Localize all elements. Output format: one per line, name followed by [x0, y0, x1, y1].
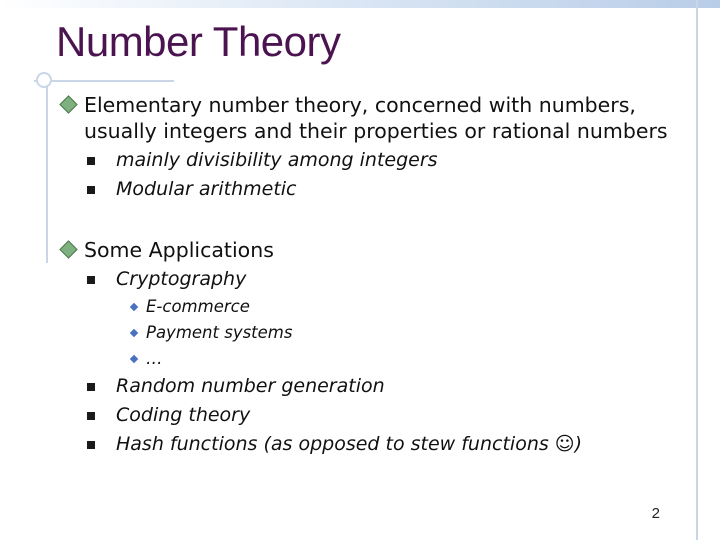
- sub-bullet-modular-arithmetic: [60, 175, 690, 204]
- sub-bullet-text: Cryptography: [116, 268, 247, 290]
- sub-bullet-text: Random number generation: [116, 375, 385, 397]
- bullet-text: Some Applications: [84, 238, 274, 262]
- right-decorative-bar: [696, 0, 698, 540]
- square-bullet-icon: [87, 412, 95, 420]
- sub-bullet-random-number-generation: [60, 372, 690, 401]
- top-decorative-band: [0, 0, 720, 8]
- square-bullet-icon: [87, 276, 95, 284]
- sub-bullet-text: mainly divisibility among integers: [116, 149, 438, 171]
- diamond-bullet-icon: [59, 240, 77, 258]
- bullet-elementary-number-theory: [60, 92, 690, 144]
- page-number: 2: [651, 505, 660, 522]
- sub-sub-bullet-text: …: [146, 349, 163, 368]
- sub-sub-bullet-payment-systems: [60, 320, 690, 346]
- square-bullet-icon: [87, 186, 95, 194]
- sub-sub-bullet-e-commerce: [60, 294, 690, 320]
- sub-sub-bullet-text: E-commerce: [146, 297, 250, 316]
- left-decorative-bar: [46, 78, 48, 263]
- slide-content: [60, 92, 690, 459]
- square-bullet-icon: [87, 157, 95, 165]
- title-underline-rule: [34, 80, 174, 82]
- sub-bullet-cryptography: [60, 265, 690, 294]
- sub-bullet-divisibility: [60, 146, 690, 175]
- square-bullet-icon: [87, 383, 95, 391]
- slide-title: Number Theory: [56, 18, 341, 65]
- square-bullet-icon: [87, 441, 95, 449]
- sub-bullet-coding-theory: [60, 401, 690, 430]
- bullet-some-applications: [60, 237, 690, 263]
- diamond-bullet-icon: [59, 95, 77, 113]
- sub-bullet-hash-functions: [60, 430, 690, 459]
- sub-sub-bullet-text: Payment systems: [146, 323, 293, 342]
- sub-bullet-text: Coding theory: [116, 404, 251, 426]
- small-diamond-bullet-icon: [130, 355, 138, 363]
- sub-bullet-text: Modular arithmetic: [116, 178, 297, 200]
- bullet-text: Elementary number theory, concerned with numbers, usually integers and their properties or rational numbers: [84, 93, 668, 143]
- small-diamond-bullet-icon: [130, 329, 138, 337]
- small-diamond-bullet-icon: [130, 303, 138, 311]
- corner-ring-ornament: [36, 72, 52, 88]
- sub-bullet-text: Hash functions (as opposed to stew functions ☺): [116, 433, 583, 455]
- sub-sub-bullet-ellipsis: [60, 346, 690, 372]
